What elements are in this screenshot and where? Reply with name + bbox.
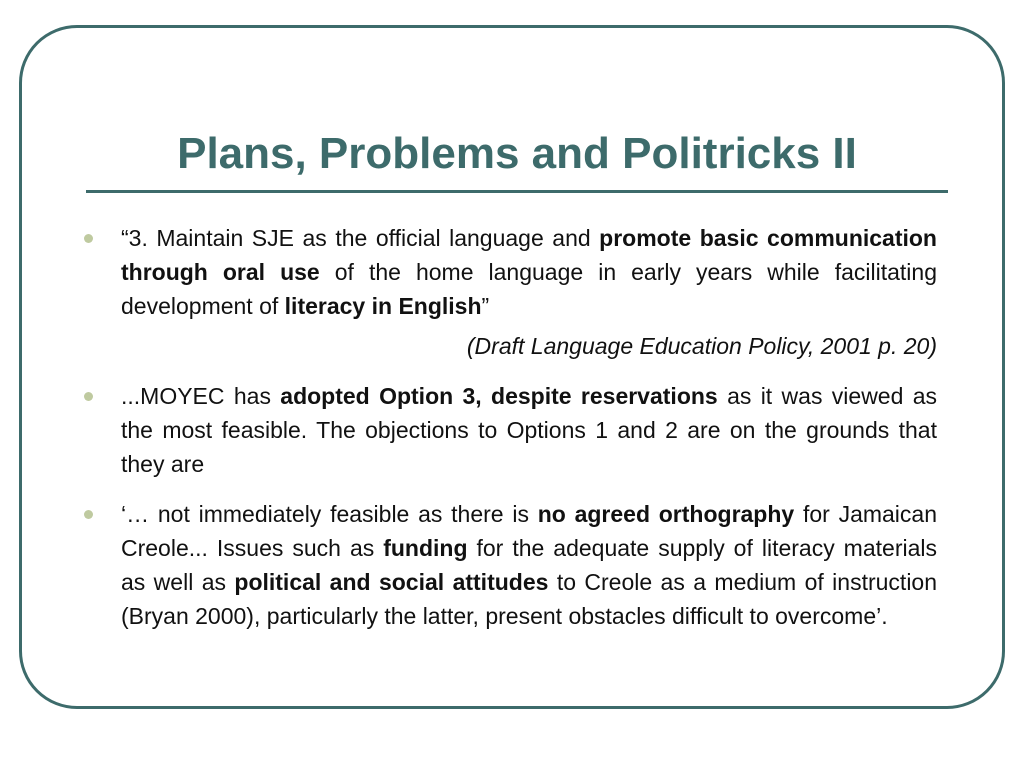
slide-body bbox=[121, 221, 937, 649]
bullet-text: of the home language in early years while facilitating development of bbox=[121, 259, 937, 319]
bullet-dot-icon bbox=[84, 392, 93, 401]
bullet-text: for the adequate supply of literacy materials as well as bbox=[121, 535, 937, 595]
bullet-item-3 bbox=[121, 497, 937, 633]
bullet-dot-icon bbox=[84, 234, 93, 243]
bullet-item-2 bbox=[121, 379, 937, 481]
bullet-emphasis: political and social attitudes bbox=[234, 569, 549, 595]
quote-citation: (Draft Language Education Policy, 2001 p. 20) bbox=[466, 333, 937, 359]
bullet-text: ‘… not immediately feasible as there is bbox=[121, 501, 538, 527]
bullet-item-1 bbox=[121, 221, 937, 323]
bullet-emphasis: funding bbox=[383, 535, 468, 561]
bullet-emphasis: no agreed orthography bbox=[537, 501, 795, 527]
bullet-text: ...MOYEC has bbox=[121, 383, 281, 409]
bullet-emphasis: adopted Option 3, despite reservations bbox=[280, 383, 718, 409]
bullet-text: for Jamaican Creole... Issues such as bbox=[121, 501, 937, 561]
bullet-emphasis: promote basic communication through oral use bbox=[121, 225, 937, 285]
bullet-text: as it was viewed as the most feasible. The objections to Options 1 and 2 are on the grounds that they are bbox=[121, 383, 938, 477]
bullet-text: to Creole as a medium of instruction (Bryan 2000), particularly the latter, present obstacles difficult to overcome’. bbox=[121, 569, 938, 629]
bullet-text: “3. Maintain SJE as the official language and bbox=[121, 225, 600, 251]
bullet-emphasis: literacy in English bbox=[284, 293, 482, 319]
bullet-text: ” bbox=[481, 293, 490, 319]
bullet-dot-icon bbox=[84, 510, 93, 519]
title-underline bbox=[86, 190, 948, 193]
slide-title: Plans, Problems and Politricks II bbox=[177, 129, 857, 178]
